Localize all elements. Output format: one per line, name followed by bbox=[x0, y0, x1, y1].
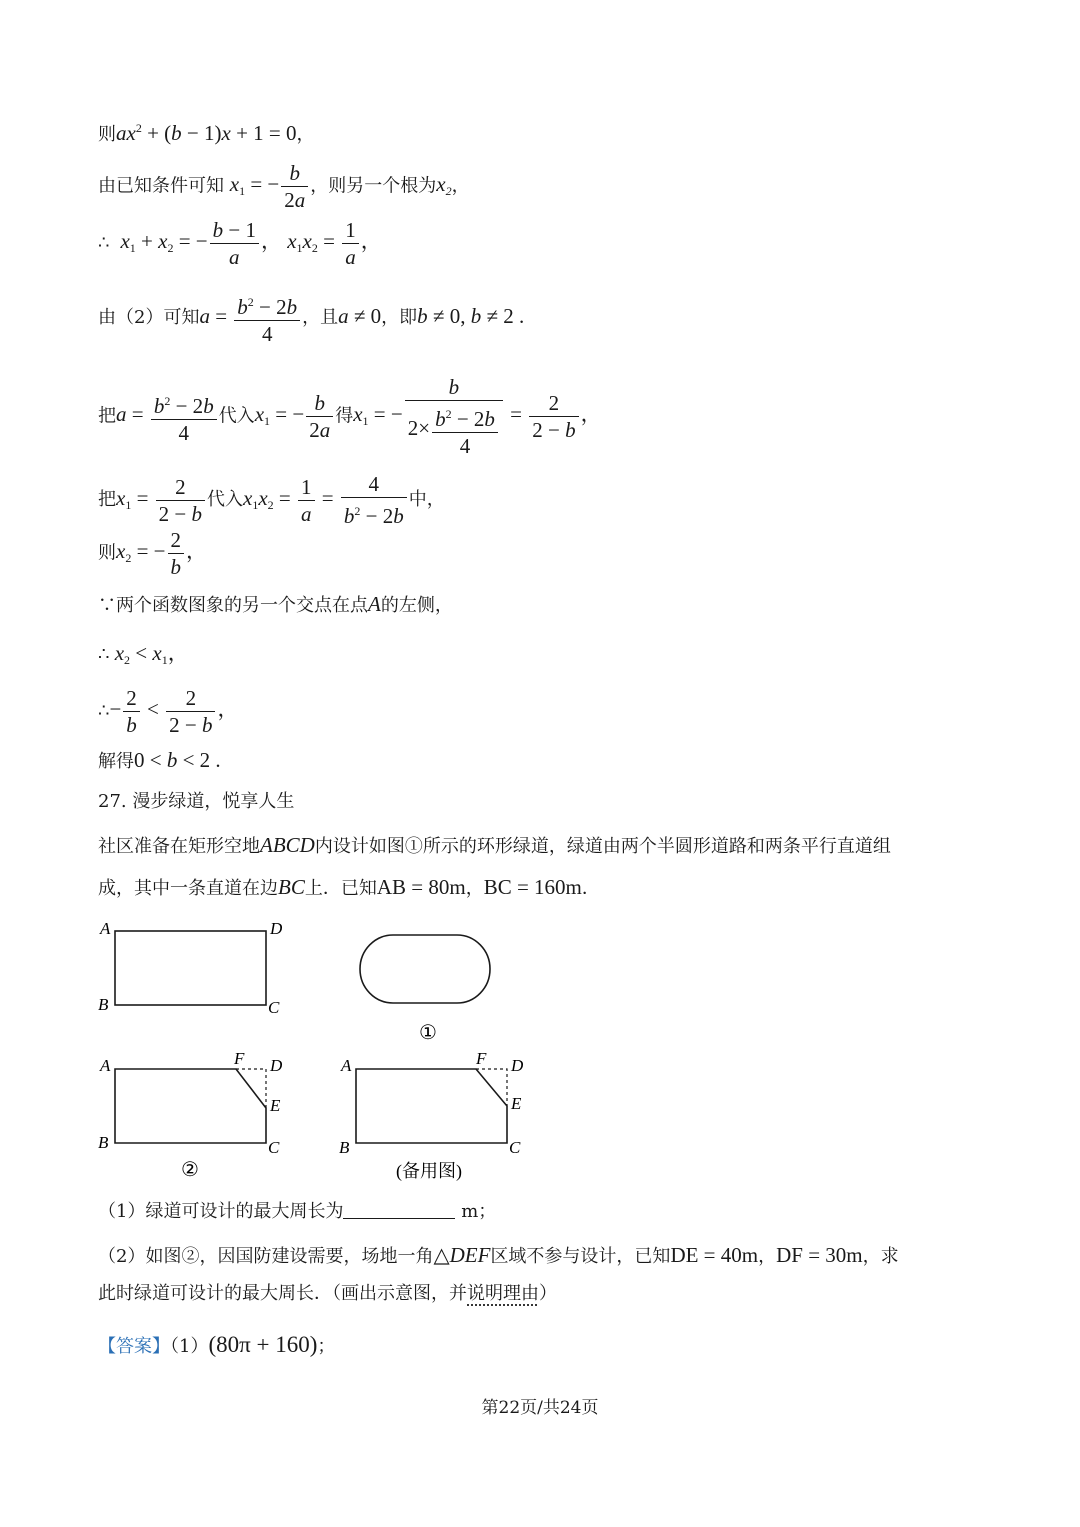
label-A: A bbox=[100, 1056, 111, 1075]
problem-27-title bbox=[98, 790, 294, 814]
text: 由（2）可知 bbox=[98, 306, 200, 328]
figure-2-cut-rect bbox=[98, 1049, 283, 1181]
label-D: D bbox=[270, 919, 283, 938]
question-2-cont bbox=[98, 1282, 557, 1306]
equation-x2: $x_2$ = − $\frac{2}{b}$ ， bbox=[116, 528, 208, 579]
equation-sub-x1: $x_1$ = $\frac{2}{2 - b}$ bbox=[116, 486, 207, 510]
text: 把 bbox=[98, 405, 116, 427]
label-A: A bbox=[100, 919, 111, 938]
equation-ineq: $x_2 < x_1$， bbox=[114, 641, 189, 667]
de-value: DE = 40m bbox=[670, 1243, 759, 1267]
equation-vieta: $x_1 + x_2$ = − $\frac{b - 1}{a}$ ， $x_1x_2$ = $\frac{1}{a}$ ， bbox=[120, 218, 382, 269]
answer-label: 【答案】 bbox=[98, 1336, 170, 1357]
label-A: A bbox=[341, 1056, 352, 1075]
therefore-symbol: ∴ bbox=[98, 644, 110, 665]
text: 的左侧， bbox=[380, 595, 453, 616]
figure-1-track bbox=[360, 935, 490, 1044]
page-number: 第22页/共24页 bbox=[481, 1398, 599, 1418]
label-C: C bbox=[268, 1138, 280, 1157]
text: 区域不参与设计，已知 bbox=[490, 1246, 671, 1267]
page-footer bbox=[0, 1393, 1080, 1418]
solution-line-8 bbox=[98, 592, 453, 618]
problem-27-desc-2 bbox=[98, 875, 600, 901]
label-E: E bbox=[270, 1096, 281, 1115]
solution-line-9 bbox=[98, 641, 189, 672]
equation-product: $x_1x_2$ = $\frac{1}{a}$ = $\frac{4}{b^2 - 2b}$ bbox=[243, 486, 409, 510]
text: 得 bbox=[335, 405, 354, 427]
rect-name: ABCD bbox=[260, 833, 315, 857]
label-D: D bbox=[511, 1056, 524, 1075]
problem-title: 漫步绿道，悦享人生 bbox=[132, 791, 295, 812]
solution-line-7 bbox=[98, 527, 207, 580]
text: ， bbox=[451, 175, 470, 197]
text: 解得 bbox=[98, 751, 134, 772]
text: ） bbox=[539, 1283, 557, 1304]
equation-a-neq: a ≠ 0 bbox=[338, 303, 382, 328]
caption-1: ① bbox=[419, 1022, 437, 1044]
text: （1）绿道可设计的最大周长为 bbox=[98, 1201, 344, 1222]
therefore-symbol: ∴ bbox=[98, 700, 110, 722]
label-F: F bbox=[476, 1049, 487, 1068]
text: 则 bbox=[98, 124, 116, 145]
figure-backup bbox=[339, 1049, 524, 1182]
equation-x1-form: $x_1$ = − $\frac{b}{2a}$ bbox=[255, 402, 336, 426]
label-C: C bbox=[509, 1138, 521, 1157]
text: 把 bbox=[98, 488, 116, 510]
emphasis-text: 说明理由 bbox=[467, 1283, 539, 1304]
text: 由已知条件可知 bbox=[98, 175, 224, 197]
equation-x1: $x_1$ = − $\frac{b}{2a}$ bbox=[230, 172, 311, 196]
equation-1: $ax^2 + (b - 1)x + 1 = 0$ bbox=[116, 121, 297, 145]
caption-backup: (备用图) bbox=[396, 1161, 462, 1181]
text: ； bbox=[317, 1336, 336, 1357]
equation-b-neq: b ≠ 0, b ≠ 2 . bbox=[417, 303, 525, 328]
text: 社区准备在矩形空地 bbox=[98, 836, 260, 857]
text: 成，其中一条直道在边 bbox=[98, 878, 278, 899]
solution-line-6 bbox=[98, 471, 445, 529]
label-B: B bbox=[98, 1133, 109, 1152]
problem-number: 27. bbox=[98, 791, 127, 812]
text: 内设计如图①所示的环形绿道，绿道由两个半圆形道路和两条平行直道组 bbox=[314, 836, 891, 857]
question-1 bbox=[98, 1200, 496, 1224]
bc-value: BC = 160m bbox=[483, 875, 582, 899]
answer-value: (80π + 160) bbox=[208, 1332, 318, 1357]
text: ，求 bbox=[862, 1246, 899, 1267]
unit: m； bbox=[461, 1201, 497, 1222]
problem-27-desc-1 bbox=[98, 833, 891, 859]
text: 代入 bbox=[207, 488, 244, 510]
ab-value: AB = 80m bbox=[376, 875, 466, 899]
label-B: B bbox=[98, 995, 109, 1014]
text: ∵两个函数图象的另一个交点在点 bbox=[98, 595, 368, 616]
figure-rectangle bbox=[98, 919, 283, 1017]
equation-result: 0 < b < 2 . bbox=[134, 748, 221, 772]
label-B: B bbox=[339, 1138, 350, 1157]
answer-blank[interactable] bbox=[343, 1200, 455, 1219]
equation-x1-result: $x_1$ = − b 2× $\frac{b^2 - 2b}{4}$ = $\frac{2}{2 - b}$ ， bbox=[353, 375, 602, 458]
text: ，即 bbox=[381, 306, 418, 328]
solution-line-2 bbox=[98, 160, 470, 213]
text: ． bbox=[581, 878, 600, 899]
df-value: DF = 30m bbox=[776, 1243, 863, 1267]
therefore-symbol: ∴ bbox=[98, 232, 110, 254]
text: ， bbox=[465, 878, 484, 899]
solution-line-11 bbox=[98, 748, 221, 774]
text: 则 bbox=[98, 542, 116, 564]
answer-line bbox=[98, 1333, 335, 1359]
text: 代入 bbox=[218, 405, 255, 427]
label-C: C bbox=[268, 998, 280, 1017]
point-A: A bbox=[368, 592, 381, 616]
figures bbox=[0, 900, 1080, 1190]
label-D: D bbox=[270, 1056, 283, 1075]
solution-line-4 bbox=[98, 289, 524, 347]
equation-sub-a: a = $\frac{b^2 - 2b}{4}$ bbox=[116, 402, 219, 426]
label-E: E bbox=[511, 1094, 522, 1113]
text: 上．已知 bbox=[304, 878, 377, 899]
text: ，则另一个根为 bbox=[310, 175, 437, 197]
text: 此时绿道可设计的最大周长．（画出示意图，并 bbox=[98, 1283, 467, 1304]
var-x2: $x_2$ bbox=[436, 172, 452, 199]
equation-a: a = $\frac{b^2 - 2b}{4}$ bbox=[199, 304, 302, 328]
solution-line-5 bbox=[98, 374, 602, 459]
text: 中， bbox=[408, 488, 445, 510]
equation-ineq-2: − $\frac{2}{b}$ < $\frac{2}{2 - b}$ ， bbox=[109, 686, 239, 737]
text: （2）如图②，因国防建设需要，场地一角 bbox=[98, 1246, 434, 1267]
question-2: （2）如图②，因国防建设需要，场地一角△DEF区域不参与设计，已知DE = 40m，DF = 30m，求 bbox=[98, 1243, 899, 1267]
side-bc: BC bbox=[278, 875, 305, 899]
text: ，且 bbox=[302, 306, 339, 328]
label-F: F bbox=[234, 1049, 245, 1068]
caption-2: ② bbox=[181, 1159, 199, 1181]
triangle-def: △DEF bbox=[433, 1243, 491, 1267]
solution-line-1 bbox=[98, 116, 315, 147]
solution-line-10 bbox=[98, 685, 238, 738]
text: ， bbox=[296, 124, 315, 145]
answer-part: （1） bbox=[170, 1336, 209, 1357]
solution-line-3 bbox=[98, 217, 382, 270]
